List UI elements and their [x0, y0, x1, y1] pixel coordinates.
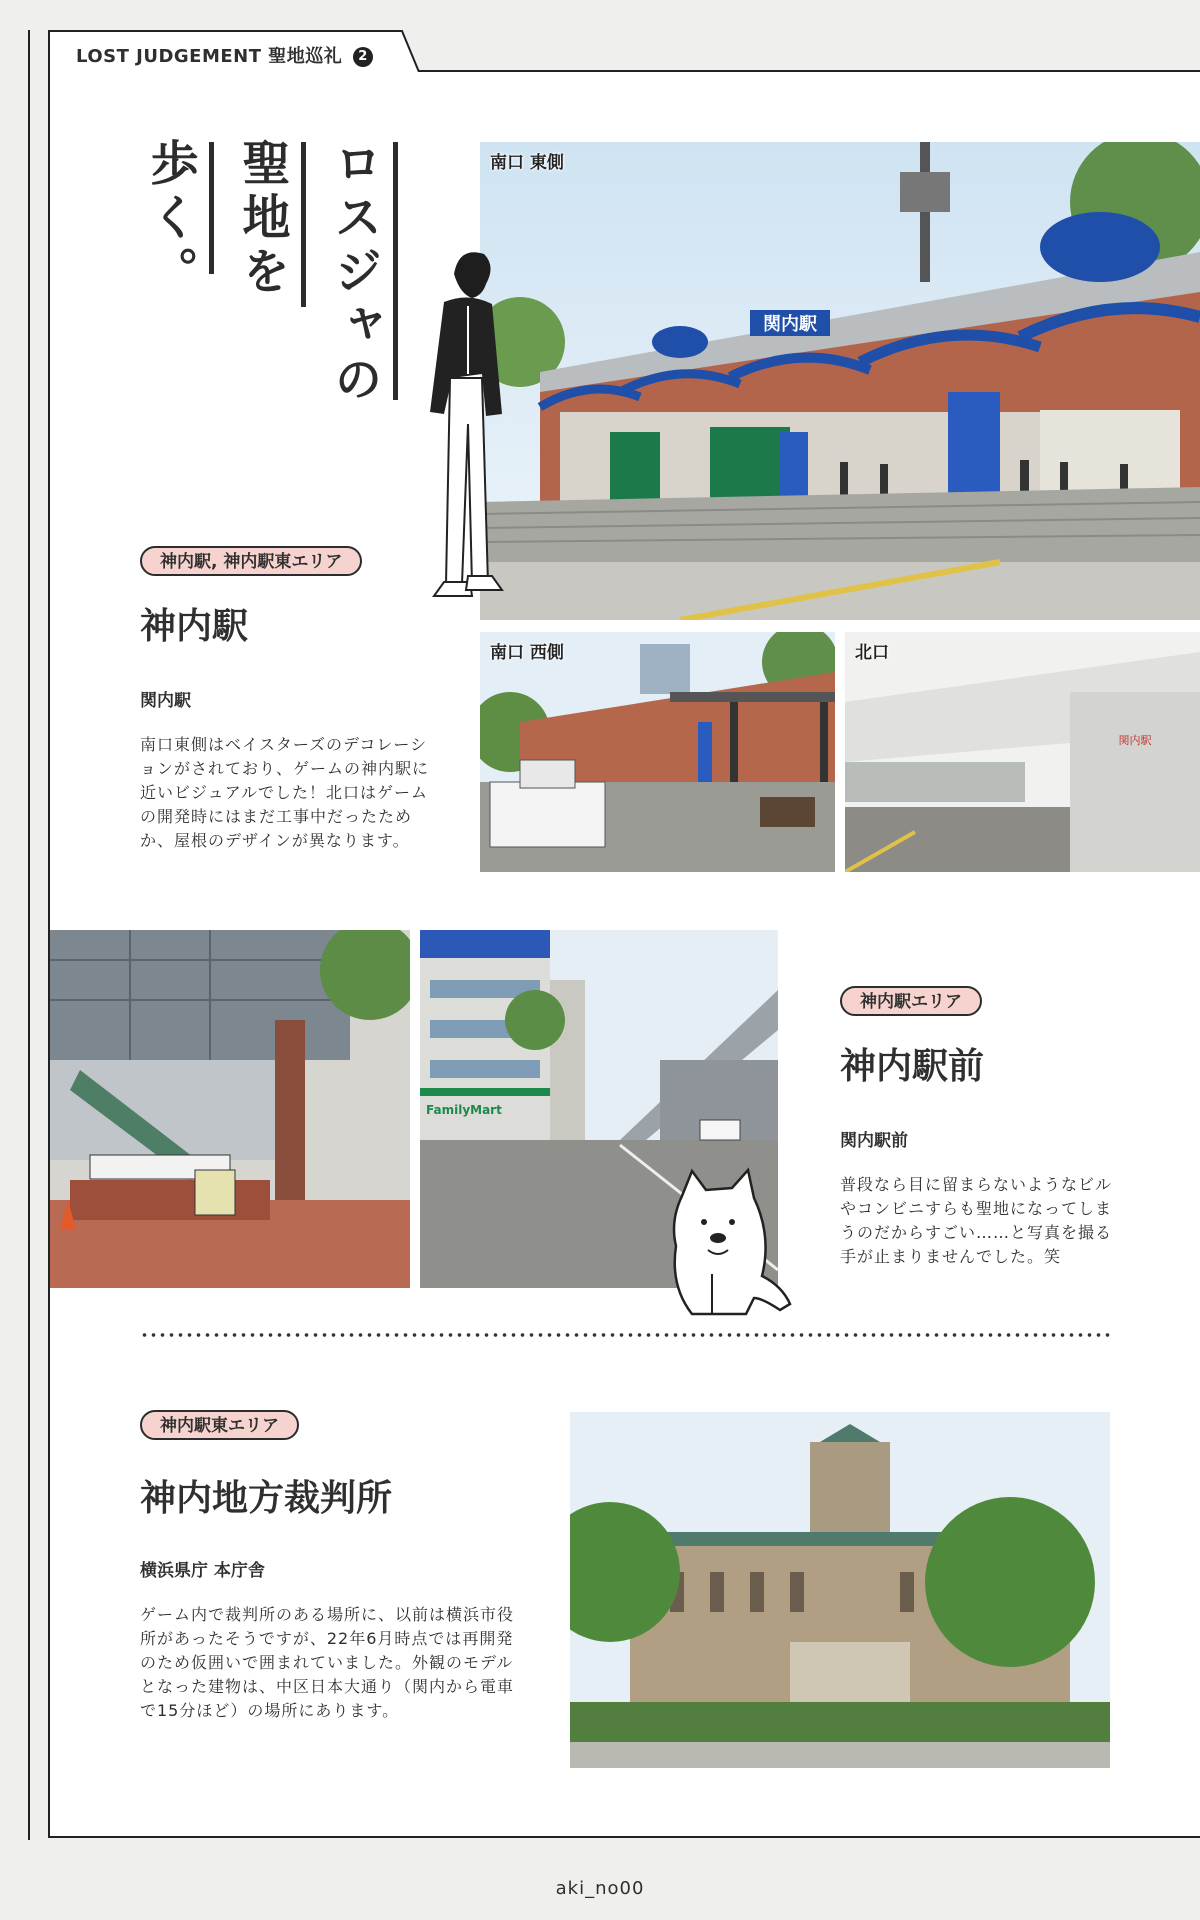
hero-line-1: ロスジャの: [326, 138, 382, 408]
photo-north-exit: [845, 632, 1200, 872]
photo-label-south-west: 南口 西側: [490, 643, 564, 663]
hero-bar-3: [209, 142, 214, 274]
photo-label-south-east: 南口 東側: [490, 153, 564, 173]
body-station-front: 普段なら目に留まらないようなビルやコンビニすらも聖地になってしまうのだからすごい……と写真を撮る手が止まりませんでした。笑: [840, 1175, 1113, 1266]
family-mart-sign: FamilyMart: [426, 1103, 502, 1117]
title-station-front: 神内駅前: [840, 1046, 985, 1087]
photo-building-escalator: [50, 930, 410, 1288]
photo-south-exit-west: [480, 632, 835, 872]
photo-label-north: 北口: [855, 643, 889, 663]
header-tab-edge: [394, 30, 420, 72]
series-title: [76, 42, 373, 68]
title-court: 神内地方裁判所: [140, 1478, 393, 1519]
real-place-station: 関内駅: [140, 691, 191, 711]
body-station: 南口東側はベイスターズのデコレーションがされており、ゲームの神内駅に近いビジュアルでした！北口はゲームの開発時にはまだ工事中だったためか、屋根のデザインが異なります。: [140, 735, 430, 850]
body-court: ゲーム内で裁判所のある場所に、以前は横浜市役所があったそうですが、22年6月時点では再開発のため仮囲いで囲まれていました。外観のモデルとなった建物は、中区日本大通り（関内から電車で15分ほど）の場所にあります。: [140, 1605, 515, 1720]
badge-station-area: 神内駅, 神内駅東エリア: [140, 546, 362, 576]
badge-station-front-area: 神内駅エリア: [840, 986, 982, 1016]
character-illustration: [424, 244, 514, 604]
hero-line-3: 歩く。: [142, 138, 198, 300]
hero-line-2: 聖地を: [234, 138, 290, 300]
station-sign: 関内駅: [763, 314, 817, 335]
hero-bar-2: [301, 142, 306, 307]
real-place-station-front: 関内駅前: [840, 1131, 908, 1151]
photo-south-exit-east: [480, 142, 1200, 620]
series-number-badge: 2: [353, 47, 373, 67]
badge-east-area: 神内駅東エリア: [140, 1410, 299, 1440]
title-station: 神内駅: [140, 606, 249, 647]
outer-frame-line: [28, 30, 30, 1840]
section-divider: [140, 1333, 1112, 1337]
header-rule: [418, 69, 1200, 73]
dog-illustration: [662, 1166, 797, 1316]
photo-prefectural-office: [570, 1412, 1110, 1768]
footer-credit: aki_no00: [555, 1878, 645, 1899]
real-place-court: 横浜県庁 本庁舎: [140, 1561, 265, 1581]
north-exit-sign: 関内駅: [1118, 734, 1152, 747]
hero-bar-1: [393, 142, 398, 400]
series-title-text: LOST JUDGEMENT 聖地巡礼: [76, 46, 343, 67]
